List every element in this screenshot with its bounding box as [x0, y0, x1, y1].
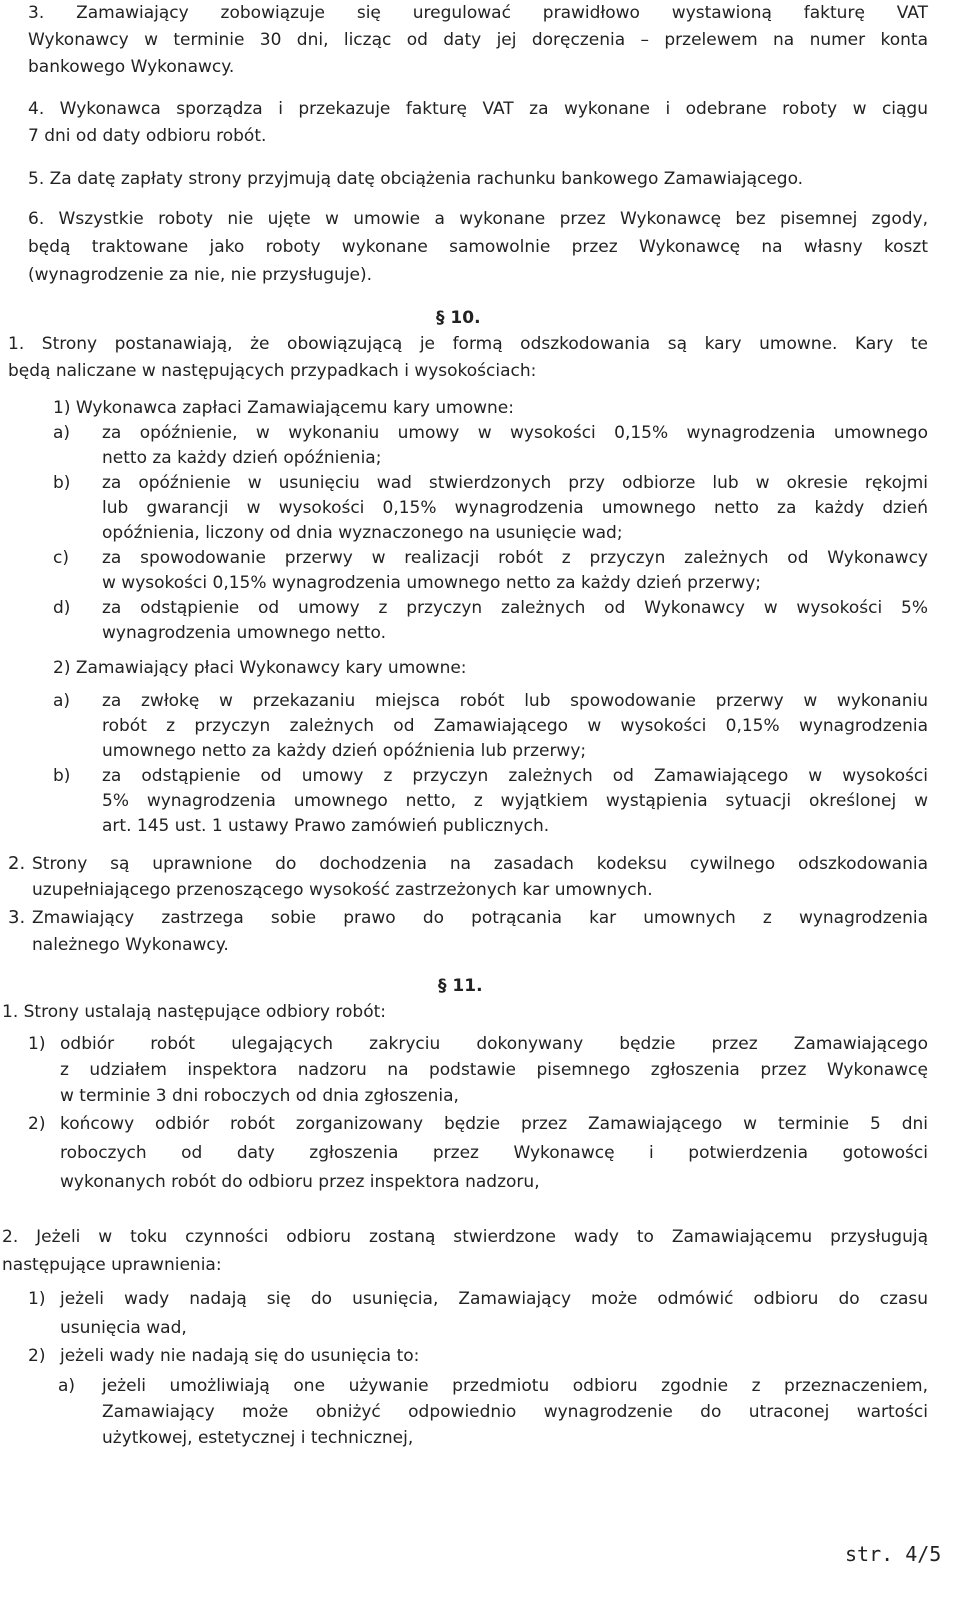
text-line: za odstąpienie od umowy z przyczyn zależnych od Wykonawcy w wysokości 5% — [102, 598, 928, 618]
text-line: w terminie 3 dni roboczych od dnia zgłoszenia, — [60, 1086, 459, 1106]
text-line: za opóźnienie w usunięciu wad stwierdzonych przy odbiorze lub w okresie rękojmi — [102, 473, 928, 493]
list-marker: 2) — [28, 1114, 46, 1134]
text-line: roboczych od daty zgłoszenia przez Wykonawcę i potwierdzenia gotowości — [60, 1143, 928, 1163]
text-line: 5. Za datę zapłaty strony przyjmują datę obciążenia rachunku bankowego Zamawiającego. — [28, 169, 804, 189]
text-line: za odstąpienie od umowy z przyczyn zależnych od Zamawiającego w wysokości — [102, 766, 928, 786]
text-line: 1. Strony ustalają następujące odbiory robót: — [2, 1002, 386, 1022]
list-marker: 1) — [28, 1034, 46, 1054]
text-line: jeżeli wady nie nadają się do usunięcia to: — [60, 1346, 420, 1366]
text-line: w wysokości 0,15% wynagrodzenia umownego netto za każdy dzień przerwy; — [102, 573, 762, 593]
text-line: użytkowej, estetycznej i technicznej, — [102, 1428, 414, 1448]
text-line: za zwłokę w przekazaniu miejsca robót lub spowodowanie przerwy w wykonaniu — [102, 691, 928, 711]
section-heading: § 10. — [436, 308, 481, 328]
text-line: art. 145 ust. 1 ustawy Prawo zamówień publicznych. — [102, 816, 550, 836]
text-line: następujące uprawnienia: — [2, 1255, 222, 1275]
page-number: str. 4/5 — [845, 1542, 942, 1566]
text-line: opóźnienia, liczony od dnia wyznaczonego na usunięcie wad; — [102, 523, 623, 543]
text-line: będą naliczane w następujących przypadkach i wysokościach: — [8, 361, 537, 381]
text-line: uzupełniającego przenoszącego wysokość zastrzeżonych kar umownych. — [32, 880, 653, 900]
text-line: Zamawiający może obniżyć odpowiednio wynagrodzenie do utraconej wartości — [102, 1402, 928, 1422]
text-line: 2) Zamawiający płaci Wykonawcy kary umowne: — [53, 658, 467, 678]
text-line: Wykonawcy w terminie 30 dni, licząc od daty jej doręczenia – przelewem na numer konta — [28, 30, 928, 50]
text-line: umownego netto za każdy dzień opóźnienia lub przerwy; — [102, 741, 587, 761]
text-line: 1) Wykonawca zapłaci Zamawiającemu kary umowne: — [53, 398, 514, 418]
list-marker: a) — [53, 691, 71, 711]
text-line: 6. Wszystkie roboty nie ujęte w umowie a wykonane przez Wykonawcę bez pisemnej zgody, — [28, 209, 928, 229]
text-line: usunięcia wad, — [60, 1318, 187, 1338]
text-line: będą traktowane jako roboty wykonane samowolnie przez Wykonawcę na własny koszt — [28, 237, 928, 257]
text-line: końcowy odbiór robót zorganizowany będzie przez Zamawiającego w terminie 5 dni — [60, 1114, 928, 1134]
text-line: 4. Wykonawca sporządza i przekazuje fakturę VAT za wykonane i odebrane roboty w ciągu — [28, 99, 928, 119]
text-line: 1. Strony postanawiają, że obowiązującą je formą odszkodowania są kary umowne. Kary te — [8, 334, 928, 354]
text-line: robót z przyczyn zależnych od Zamawiającego w wysokości 0,15% wynagrodzenia — [102, 716, 928, 736]
text-line: (wynagrodzenie za nie, nie przysługuje). — [28, 265, 373, 285]
text-line: lub gwarancji w wysokości 0,15% wynagrodzenia umownego netto za każdy dzień — [102, 498, 928, 518]
text-line: należnego Wykonawcy. — [32, 935, 229, 955]
list-marker: 3. — [8, 907, 26, 928]
text-line: 5% wynagrodzenia umownego netto, z wyjątkiem wystąpienia sytuacji określonej w — [102, 791, 928, 811]
text-line: wynagrodzenia umownego netto. — [102, 623, 386, 643]
text-line: 3. Zamawiający zobowiązuje się uregulować prawidłowo wystawioną fakturę VAT — [28, 3, 928, 23]
text-line: bankowego Wykonawcy. — [28, 57, 235, 77]
text-line: jeżeli umożliwiają one używanie przedmiotu odbioru zgodnie z przeznaczeniem, — [102, 1376, 928, 1396]
text-line: jeżeli wady nadają się do usunięcia, Zamawiający może odmówić odbioru do czasu — [60, 1289, 928, 1309]
text-line: Zmawiający zastrzega sobie prawo do potrącania kar umownych z wynagrodzenia — [32, 908, 928, 928]
section-heading: § 11. — [438, 976, 483, 996]
list-marker: d) — [53, 598, 71, 618]
list-marker: b) — [53, 473, 71, 493]
text-line: Strony są uprawnione do dochodzenia na zasadach kodeksu cywilnego odszkodowania — [32, 854, 928, 874]
list-marker: 2) — [28, 1346, 46, 1366]
list-marker: 1) — [28, 1289, 46, 1309]
list-marker: a) — [58, 1376, 76, 1396]
text-line: za opóźnienie, w wykonaniu umowy w wysokości 0,15% wynagrodzenia umownego — [102, 423, 928, 443]
text-line: netto za każdy dzień opóźnienia; — [102, 448, 382, 468]
text-line: 2. Jeżeli w toku czynności odbioru zostaną stwierdzone wady to Zamawiającemu przysługują — [2, 1227, 928, 1247]
list-marker: b) — [53, 766, 71, 786]
text-line: wykonanych robót do odbioru przez inspektora nadzoru, — [60, 1172, 540, 1192]
text-line: z udziałem inspektora nadzoru na podstawie pisemnego zgłoszenia przez Wykonawcę — [60, 1060, 928, 1080]
text-line: za spowodowanie przerwy w realizacji robót z przyczyn zależnych od Wykonawcy — [102, 548, 928, 568]
list-marker: 2. — [8, 853, 26, 874]
text-line: 7 dni od daty odbioru robót. — [28, 126, 267, 146]
list-marker: c) — [53, 548, 69, 568]
text-line: odbiór robót ulegających zakryciu dokonywany będzie przez Zamawiającego — [60, 1034, 928, 1054]
list-marker: a) — [53, 423, 71, 443]
